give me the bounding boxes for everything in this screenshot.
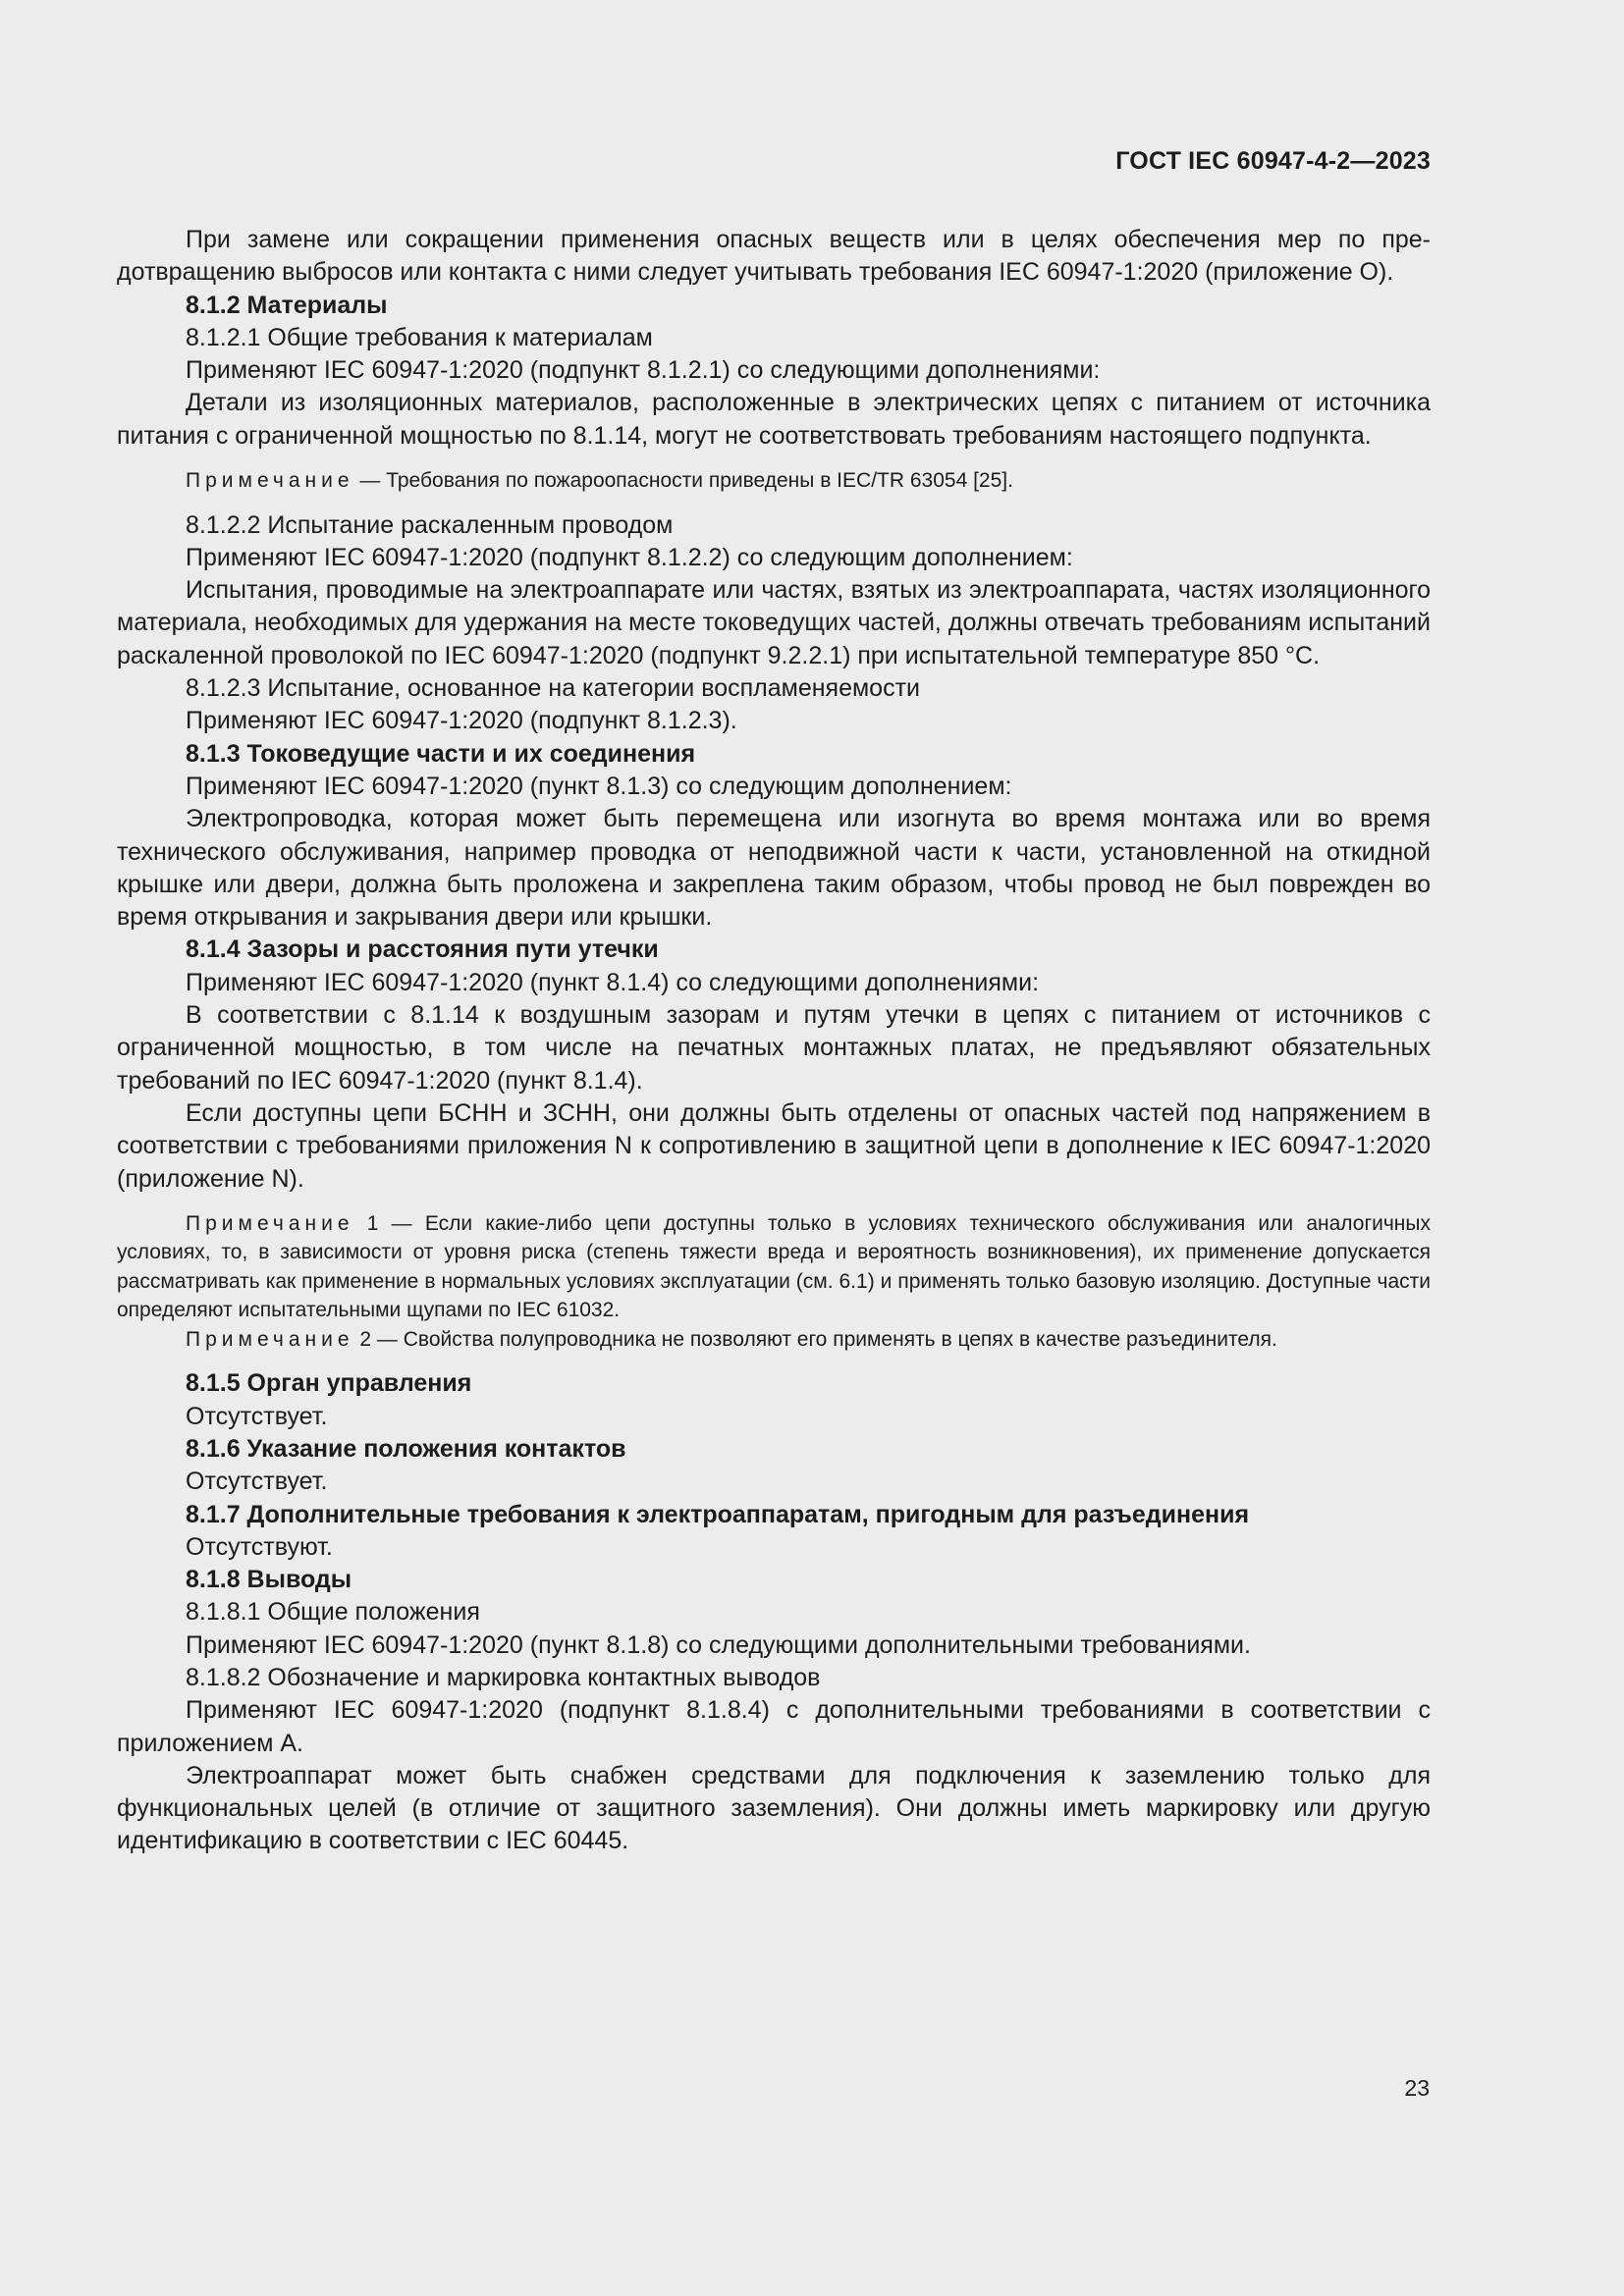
document-body [117, 224, 1431, 1858]
paragraph: Электроаппарат может быть снабжен средствами для подключения к заземлению только для функциональных целей (в отличие от защитного заземления). Они должны иметь маркировку или другую идентификацию в соответствии с IEC 60445. [117, 1761, 1431, 1855]
paragraph: Применяют IEC 60947-1:2020 (пункт 8.1.4) со следующими дополнениями: [186, 968, 1040, 996]
paragraph: Детали из изоляционных материалов, расположенные в электрических цепях с питанием от источника питания с ограниченной мощностью по 8.1.14, могут не соответствовать требованиям настоящего подпункта. [117, 389, 1431, 450]
note [117, 1209, 1431, 1325]
paragraph: Применяют IEC 60947-1:2020 (подпункт 8.1.8.4) с дополнительными требованиями в соответствии с приложением А. [117, 1696, 1431, 1757]
page-number: 23 [1404, 2075, 1430, 2101]
note-label: Примечание [186, 469, 354, 493]
paragraph: При замене или сокращении применения опасных веществ или в целях обеспечения мер по предотвращению выбросов или контакта с ними следует учитывать требования IEC 60947-1:2020 (приложение O). [117, 226, 1431, 287]
paragraph: Применяют IEC 60947-1:2020 (подпункт 8.1.2.2) со следующим дополнением: [186, 543, 1073, 571]
paragraph: Применяют IEC 60947-1:2020 (подпункт 8.1.2.1) со следующими дополнениями: [186, 356, 1101, 385]
subsection-title: 8.1.2.1 Общие требования к материалам [186, 323, 653, 351]
subsection-title: 8.1.2.3 Испытание, основанное на категории воспламеняемости [186, 674, 920, 703]
paragraph: Если доступны цепи БСНН и ЗСНН, они должны быть отделены от опасных частей под напряжением в соответствии с требованиями приложения N к сопротивлению в защитной цепи в дополнение к IEC 60947-1:2020 (приложение N). [117, 1098, 1431, 1193]
subsection-title: 8.1.8.2 Обозначение и маркировка контактных выводов [186, 1663, 821, 1691]
note-text: — Требования по пожароопасности приведены в IEC/TR 63054 [25]. [353, 469, 1013, 493]
section-heading: 8.1.4 Зазоры и расстояния пути утечки [186, 935, 659, 964]
paragraph: Электропроводка, которая может быть перемещена или изогнута во время монтажа или во время технического обслуживания, например проводка от неподвижной части к части, установленной на откидной крышке или двери, должна быть проложена и закреплена таким образом, чтобы провод не был поврежден во время открывания и закрывания двери или крышки. [117, 805, 1431, 932]
note-label: Примечание [186, 1211, 354, 1235]
standard-header: ГОСТ IEC 60947-4-2—2023 [1115, 147, 1431, 175]
paragraph: Отсутствуют. [186, 1532, 333, 1561]
section-heading: 8.1.6 Указание положения контактов [186, 1434, 626, 1463]
section-heading: 8.1.5 Орган управления [186, 1369, 472, 1398]
paragraph: Применяют IEC 60947-1:2020 (пункт 8.1.3) со следующим дополнением: [186, 772, 1012, 800]
paragraph: Отсутствует. [186, 1468, 328, 1496]
paragraph: В соответствии с 8.1.14 к воздушным зазорам и путям утечки в цепях с питанием от источников с ограниченной мощностью, в том числе на печатных монтажных платах, не предъявляют обязательных требований по IEC 60947-1:2020 (пункт 8.1.4). [117, 1001, 1431, 1095]
note-text: 2 — Свойства полупроводника не позволяют его применять в цепях в качестве разъединителя. [353, 1327, 1277, 1351]
subsection-title: 8.1.8.1 Общие положения [186, 1598, 480, 1627]
note-text: 1 — Если какие-либо цепи доступны только в условиях технического обслуживания или аналогичных условиях, то, в зависимости от уровня риска (степень тяжести вреда и вероятность возникновения), их применение допускается рассматривать как применение в нормальных условиях эксплуатации (см. 6.1) и применять только базовую изоляцию. Доступные части определяют испытательными щупами по IEC 61032. [117, 1211, 1431, 1322]
subsection-title: 8.1.2.2 Испытание раскаленным проводом [186, 510, 674, 539]
paragraph: Испытания, проводимые на электроаппарате или частях, взятых из электроаппарата, частях изоляционного материала, необходимых для удержания на месте токоведущих частей, должны отвечать требованиям испытаний раскаленной проволокой по IEC 60947-1:2020 (подпункт 9.2.2.1) при испытательной температуре 850 °С. [117, 576, 1431, 669]
note [117, 1325, 1431, 1355]
note-label: Примечание [186, 1327, 354, 1351]
paragraph: Отсутствует. [186, 1402, 328, 1430]
paragraph: Применяют IEC 60947-1:2020 (пункт 8.1.8) со следующими дополнительными требованиями. [186, 1630, 1251, 1659]
section-heading: 8.1.3 Токоведущие части и их соединения [186, 739, 696, 768]
section-heading: 8.1.7 Дополнительные требования к электроаппаратам, пригодным для разъединения [186, 1500, 1250, 1528]
note [117, 466, 1431, 496]
section-heading: 8.1.8 Выводы [186, 1566, 352, 1594]
section-heading: 8.1.2 Материалы [186, 291, 388, 319]
paragraph: Применяют IEC 60947-1:2020 (подпункт 8.1.2.3). [186, 707, 737, 735]
